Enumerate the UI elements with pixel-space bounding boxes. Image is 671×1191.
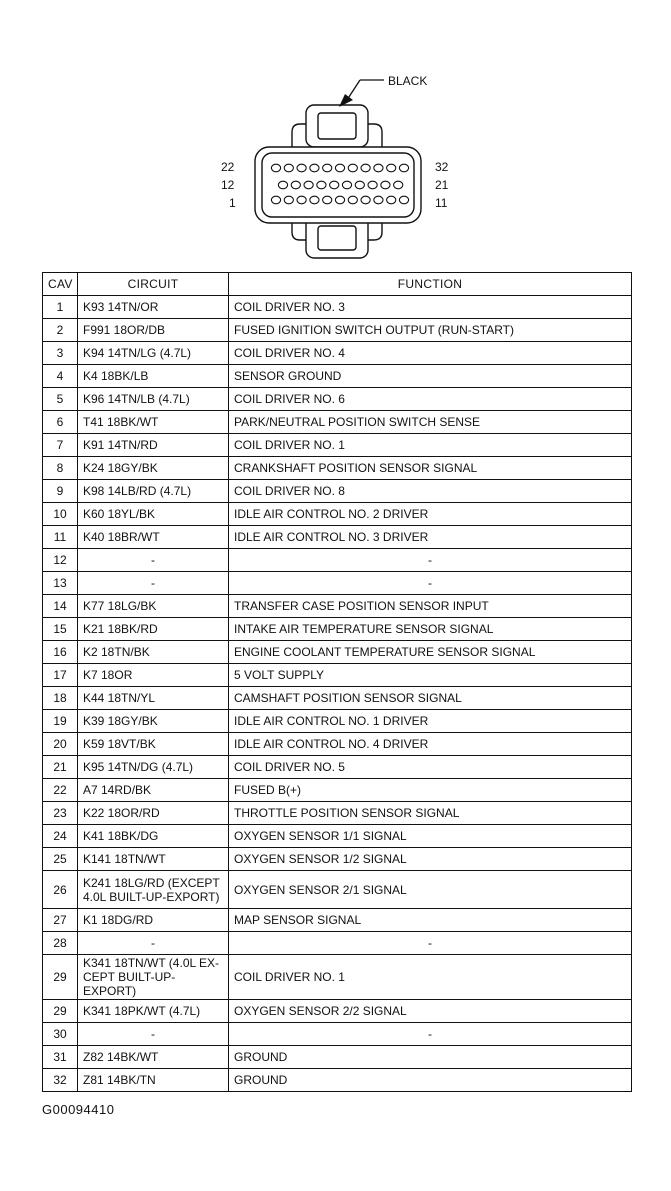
function-cell: OXYGEN SENSOR 1/1 SIGNAL	[229, 825, 632, 848]
table-row	[43, 388, 632, 411]
cav-cell: 20	[43, 733, 78, 756]
cav-cell: 17	[43, 664, 78, 687]
circuit-cell: -	[78, 572, 229, 595]
pin-label-1: 1	[229, 196, 236, 210]
table-row	[43, 733, 632, 756]
function-cell: TRANSFER CASE POSITION SENSOR INPUT	[229, 595, 632, 618]
function-cell: PARK/NEUTRAL POSITION SWITCH SENSE	[229, 411, 632, 434]
cav-cell: 15	[43, 618, 78, 641]
circuit-cell: K95 14TN/DG (4.7L)	[78, 756, 229, 779]
cav-cell: 6	[43, 411, 78, 434]
function-cell: COIL DRIVER NO. 3	[229, 296, 632, 319]
color-callout	[339, 74, 427, 107]
function-cell: COIL DRIVER NO. 1	[229, 434, 632, 457]
circuit-cell: K96 14TN/LB (4.7L)	[78, 388, 229, 411]
circuit-cell: K44 18TN/YL	[78, 687, 229, 710]
cav-cell: 25	[43, 848, 78, 871]
circuit-cell: K59 18VT/BK	[78, 733, 229, 756]
header-function: FUNCTION	[229, 273, 632, 296]
cav-cell: 30	[43, 1023, 78, 1046]
table-row	[43, 1046, 632, 1069]
table-row	[43, 595, 632, 618]
cav-cell: 13	[43, 572, 78, 595]
circuit-cell: K341 18TN/WT (4.0L EX-CEPT BUILT-UP-EXPORT)	[78, 955, 229, 1000]
connector-diagram	[0, 0, 671, 270]
table-row	[43, 802, 632, 825]
table-row	[43, 871, 632, 909]
table-row	[43, 480, 632, 503]
table-row	[43, 572, 632, 595]
cav-cell: 1	[43, 296, 78, 319]
circuit-cell: -	[78, 1023, 229, 1046]
cav-cell: 7	[43, 434, 78, 457]
cav-cell: 27	[43, 909, 78, 932]
cav-cell: 18	[43, 687, 78, 710]
pinout-table-body	[43, 296, 632, 1092]
connector-color-label: BLACK	[388, 74, 428, 88]
function-cell: COIL DRIVER NO. 5	[229, 756, 632, 779]
table-row	[43, 342, 632, 365]
cav-cell: 26	[43, 871, 78, 909]
circuit-cell: K24 18GY/BK	[78, 457, 229, 480]
cav-cell: 9	[43, 480, 78, 503]
cav-cell: 19	[43, 710, 78, 733]
table-row	[43, 710, 632, 733]
circuit-cell: K7 18OR	[78, 664, 229, 687]
circuit-cell: K98 14LB/RD (4.7L)	[78, 480, 229, 503]
cav-cell: 22	[43, 779, 78, 802]
table-row	[43, 365, 632, 388]
function-cell: ENGINE COOLANT TEMPERATURE SENSOR SIGNAL	[229, 641, 632, 664]
circuit-cell: K341 18PK/WT (4.7L)	[78, 1000, 229, 1023]
circuit-cell: K91 14TN/RD	[78, 434, 229, 457]
table-header-row	[43, 273, 632, 296]
table-row	[43, 955, 632, 1000]
function-cell: SENSOR GROUND	[229, 365, 632, 388]
table-row	[43, 779, 632, 802]
table-row	[43, 549, 632, 572]
function-cell: CRANKSHAFT POSITION SENSOR SIGNAL	[229, 457, 632, 480]
function-cell: -	[229, 932, 632, 955]
function-cell: COIL DRIVER NO. 6	[229, 388, 632, 411]
function-cell: IDLE AIR CONTROL NO. 4 DRIVER	[229, 733, 632, 756]
table-row	[43, 825, 632, 848]
circuit-cell: Z82 14BK/WT	[78, 1046, 229, 1069]
table-row	[43, 641, 632, 664]
circuit-cell: K41 18BK/DG	[78, 825, 229, 848]
cav-cell: 5	[43, 388, 78, 411]
cav-cell: 28	[43, 932, 78, 955]
function-cell: -	[229, 1023, 632, 1046]
cav-cell: 4	[43, 365, 78, 388]
function-cell: OXYGEN SENSOR 2/1 SIGNAL	[229, 871, 632, 909]
function-cell: OXYGEN SENSOR 2/2 SIGNAL	[229, 1000, 632, 1023]
circuit-cell: K241 18LG/RD (EXCEPT 4.0L BUILT-UP-EXPORT)	[78, 871, 229, 909]
function-cell: IDLE AIR CONTROL NO. 2 DRIVER	[229, 503, 632, 526]
cav-cell: 8	[43, 457, 78, 480]
table-row	[43, 664, 632, 687]
function-cell: INTAKE AIR TEMPERATURE SENSOR SIGNAL	[229, 618, 632, 641]
header-circuit: CIRCUIT	[78, 273, 229, 296]
table-row	[43, 687, 632, 710]
function-cell: COIL DRIVER NO. 1	[229, 955, 632, 1000]
circuit-cell: K77 18LG/BK	[78, 595, 229, 618]
circuit-cell: F991 18OR/DB	[78, 319, 229, 342]
function-cell: MAP SENSOR SIGNAL	[229, 909, 632, 932]
cav-cell: 24	[43, 825, 78, 848]
cav-cell: 29	[43, 1000, 78, 1023]
function-cell: 5 VOLT SUPPLY	[229, 664, 632, 687]
table-row	[43, 618, 632, 641]
function-cell: OXYGEN SENSOR 1/2 SIGNAL	[229, 848, 632, 871]
function-cell: GROUND	[229, 1046, 632, 1069]
circuit-cell: A7 14RD/BK	[78, 779, 229, 802]
circuit-cell: K21 18BK/RD	[78, 618, 229, 641]
cav-cell: 21	[43, 756, 78, 779]
cav-cell: 29	[43, 955, 78, 1000]
table-row	[43, 319, 632, 342]
figure-id: G00094410	[42, 1102, 115, 1117]
circuit-cell: K93 14TN/OR	[78, 296, 229, 319]
cav-cell: 14	[43, 595, 78, 618]
table-row	[43, 756, 632, 779]
function-cell: IDLE AIR CONTROL NO. 1 DRIVER	[229, 710, 632, 733]
circuit-cell: K1 18DG/RD	[78, 909, 229, 932]
function-cell: COIL DRIVER NO. 8	[229, 480, 632, 503]
circuit-cell: K60 18YL/BK	[78, 503, 229, 526]
function-cell: IDLE AIR CONTROL NO. 3 DRIVER	[229, 526, 632, 549]
table-row	[43, 932, 632, 955]
table-row	[43, 503, 632, 526]
cav-cell: 32	[43, 1069, 78, 1092]
table-row	[43, 1000, 632, 1023]
function-cell: COIL DRIVER NO. 4	[229, 342, 632, 365]
table-row	[43, 434, 632, 457]
cav-cell: 31	[43, 1046, 78, 1069]
table-row	[43, 1069, 632, 1092]
pin-label-12: 12	[221, 178, 235, 192]
circuit-cell: Z81 14BK/TN	[78, 1069, 229, 1092]
function-cell: -	[229, 572, 632, 595]
circuit-cell: K22 18OR/RD	[78, 802, 229, 825]
function-cell: FUSED IGNITION SWITCH OUTPUT (RUN-START)	[229, 319, 632, 342]
function-cell: CAMSHAFT POSITION SENSOR SIGNAL	[229, 687, 632, 710]
function-cell: THROTTLE POSITION SENSOR SIGNAL	[229, 802, 632, 825]
circuit-cell: K39 18GY/BK	[78, 710, 229, 733]
table-row	[43, 1023, 632, 1046]
circuit-cell: T41 18BK/WT	[78, 411, 229, 434]
pin-label-11: 11	[435, 196, 448, 210]
circuit-cell: -	[78, 932, 229, 955]
pin-label-21: 21	[435, 178, 449, 192]
circuit-cell: K94 14TN/LG (4.7L)	[78, 342, 229, 365]
function-cell: GROUND	[229, 1069, 632, 1092]
pin-label-22: 22	[221, 160, 235, 174]
table-row	[43, 526, 632, 549]
table-row	[43, 457, 632, 480]
circuit-cell: K2 18TN/BK	[78, 641, 229, 664]
function-cell: FUSED B(+)	[229, 779, 632, 802]
circuit-cell: K141 18TN/WT	[78, 848, 229, 871]
pinout-table	[42, 272, 632, 1092]
cav-cell: 11	[43, 526, 78, 549]
header-cav: CAV	[43, 273, 78, 296]
cav-cell: 16	[43, 641, 78, 664]
table-row	[43, 411, 632, 434]
circuit-cell: K40 18BR/WT	[78, 526, 229, 549]
cav-cell: 2	[43, 319, 78, 342]
cav-cell: 10	[43, 503, 78, 526]
function-cell: -	[229, 549, 632, 572]
table-row	[43, 909, 632, 932]
table-row	[43, 848, 632, 871]
circuit-cell: K4 18BK/LB	[78, 365, 229, 388]
cav-cell: 23	[43, 802, 78, 825]
cav-cell: 3	[43, 342, 78, 365]
cav-cell: 12	[43, 549, 78, 572]
circuit-cell: -	[78, 549, 229, 572]
table-row	[43, 296, 632, 319]
pin-label-32: 32	[435, 160, 449, 174]
